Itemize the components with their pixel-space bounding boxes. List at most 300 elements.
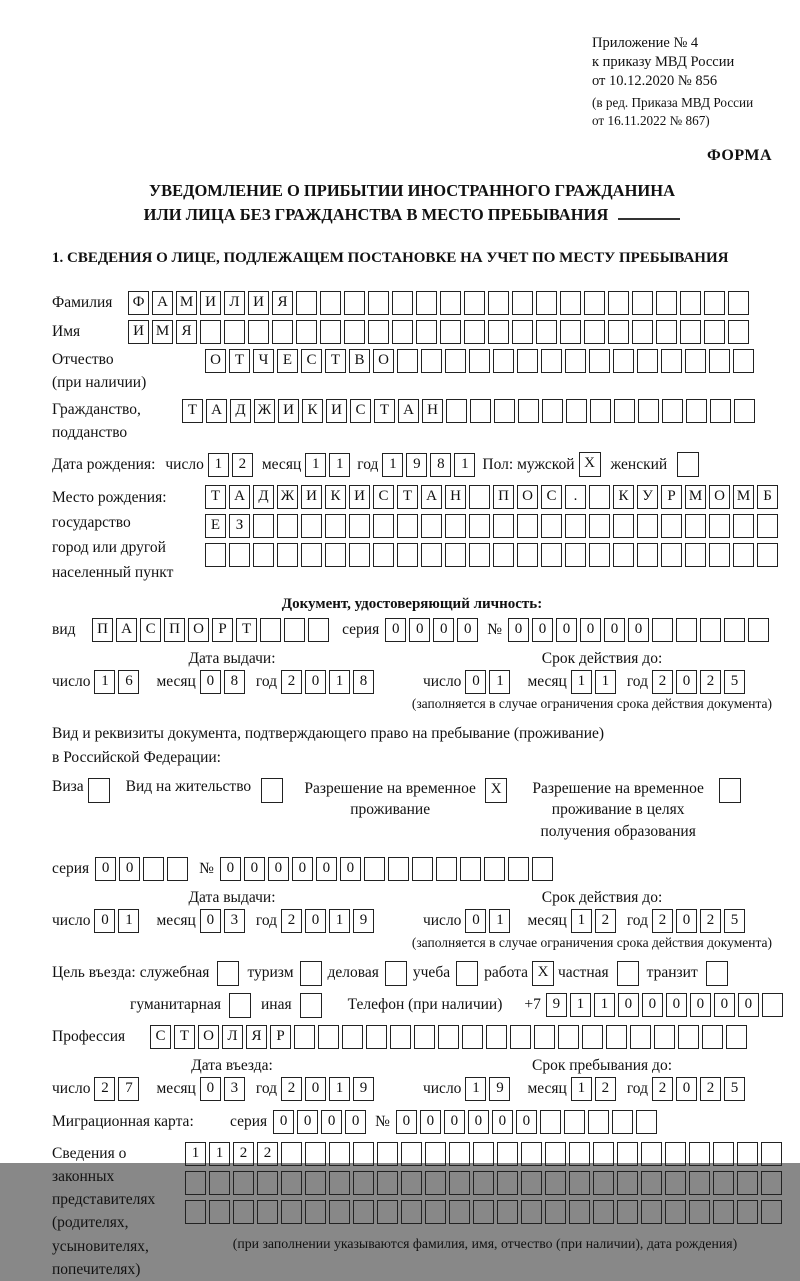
birthplace-cell[interactable]: [565, 543, 586, 567]
date-cell[interactable]: 8: [353, 670, 374, 694]
representative-cell[interactable]: [665, 1142, 686, 1166]
date-cell[interactable]: 1: [571, 1077, 592, 1101]
doc-number-cell[interactable]: [700, 618, 721, 642]
birthplace-cell[interactable]: [685, 543, 706, 567]
birthplace-cell[interactable]: [253, 514, 274, 538]
birthplace-cell[interactable]: С: [373, 485, 394, 509]
migration-series-cell[interactable]: 0: [297, 1110, 318, 1134]
birthplace-cell[interactable]: У: [637, 485, 658, 509]
representative-cell[interactable]: [641, 1171, 662, 1195]
representative-cell[interactable]: [377, 1142, 398, 1166]
migration-number-cell[interactable]: 0: [468, 1110, 489, 1134]
patronymic-cell[interactable]: Т: [325, 349, 346, 373]
profession-cell[interactable]: [414, 1025, 435, 1049]
birthplace-cell[interactable]: О: [709, 485, 730, 509]
date-cell[interactable]: 9: [353, 1077, 374, 1101]
name-cell[interactable]: [536, 320, 557, 344]
citizenship-cell[interactable]: [494, 399, 515, 423]
birthplace-cell[interactable]: [517, 543, 538, 567]
date-cell[interactable]: 9: [489, 1077, 510, 1101]
birthplace-cell[interactable]: [397, 543, 418, 567]
profession-cell[interactable]: О: [198, 1025, 219, 1049]
birthplace-cell[interactable]: [589, 514, 610, 538]
date-cell[interactable]: 1: [595, 670, 616, 694]
patronymic-cell[interactable]: [565, 349, 586, 373]
representative-cell[interactable]: [425, 1142, 446, 1166]
patronymic-cell[interactable]: [589, 349, 610, 373]
name-cell[interactable]: [392, 320, 413, 344]
temp-residence-checkbox-cell[interactable]: X: [485, 778, 507, 803]
migration-number-cell[interactable]: [636, 1110, 657, 1134]
patronymic-cell[interactable]: [541, 349, 562, 373]
migration-series-cell[interactable]: 0: [273, 1110, 294, 1134]
birthplace-cell[interactable]: .: [565, 485, 586, 509]
residence-number-cell[interactable]: [460, 857, 481, 881]
surname-cell[interactable]: Я: [272, 291, 293, 315]
date-cell[interactable]: 2: [652, 1077, 673, 1101]
doc-type-cell[interactable]: О: [188, 618, 209, 642]
purpose-checkbox-cell[interactable]: [217, 961, 239, 986]
representative-cell[interactable]: 1: [209, 1142, 230, 1166]
doc-number-cell[interactable]: 0: [628, 618, 649, 642]
representative-cell[interactable]: [425, 1200, 446, 1224]
representative-cell[interactable]: [233, 1171, 254, 1195]
representative-cell[interactable]: [545, 1200, 566, 1224]
migration-number-cell[interactable]: 0: [492, 1110, 513, 1134]
birthplace-cell[interactable]: Т: [205, 485, 226, 509]
date-cell[interactable]: 1: [118, 909, 139, 933]
migration-number-cell[interactable]: [612, 1110, 633, 1134]
surname-cell[interactable]: М: [176, 291, 197, 315]
phone-digit-cell[interactable]: 1: [570, 993, 591, 1017]
doc-series-cell[interactable]: 0: [409, 618, 430, 642]
date-cell[interactable]: 1: [489, 909, 510, 933]
representative-cell[interactable]: [569, 1142, 590, 1166]
birthplace-cell[interactable]: [277, 543, 298, 567]
representative-cell[interactable]: [593, 1142, 614, 1166]
phone-digit-cell[interactable]: [762, 993, 783, 1017]
surname-cell[interactable]: [512, 291, 533, 315]
residence-permit-checkbox-cell[interactable]: [261, 778, 283, 803]
birthplace-cell[interactable]: [757, 514, 778, 538]
patronymic-cell[interactable]: [397, 349, 418, 373]
representative-cell[interactable]: [497, 1142, 518, 1166]
citizenship-cell[interactable]: [686, 399, 707, 423]
date-cell[interactable]: 5: [724, 909, 745, 933]
birthplace-cell[interactable]: [445, 543, 466, 567]
date-cell[interactable]: 2: [700, 909, 721, 933]
birthplace-cell[interactable]: [613, 514, 634, 538]
date-cell[interactable]: 2: [652, 909, 673, 933]
surname-cell[interactable]: [392, 291, 413, 315]
date-cell[interactable]: 0: [94, 909, 115, 933]
date-cell[interactable]: 0: [676, 1077, 697, 1101]
birth-day-cell[interactable]: 1: [208, 453, 229, 477]
patronymic-cell[interactable]: Е: [277, 349, 298, 373]
birth-year-cell[interactable]: 9: [406, 453, 427, 477]
date-cell[interactable]: 0: [305, 1077, 326, 1101]
birthplace-cell[interactable]: Ж: [277, 485, 298, 509]
birthplace-cell[interactable]: [421, 543, 442, 567]
patronymic-cell[interactable]: [445, 349, 466, 373]
birthplace-cell[interactable]: Т: [397, 485, 418, 509]
name-cell[interactable]: [440, 320, 461, 344]
date-cell[interactable]: 9: [353, 909, 374, 933]
representative-cell[interactable]: [569, 1200, 590, 1224]
date-cell[interactable]: 0: [305, 909, 326, 933]
birthplace-cell[interactable]: [685, 514, 706, 538]
date-cell[interactable]: 2: [595, 1077, 616, 1101]
representative-cell[interactable]: [761, 1171, 782, 1195]
patronymic-cell[interactable]: С: [301, 349, 322, 373]
migration-number-cell[interactable]: 0: [420, 1110, 441, 1134]
date-cell[interactable]: 5: [724, 1077, 745, 1101]
birthplace-cell[interactable]: М: [685, 485, 706, 509]
migration-number-cell[interactable]: [588, 1110, 609, 1134]
birthplace-cell[interactable]: [589, 485, 610, 509]
patronymic-cell[interactable]: О: [205, 349, 226, 373]
birthplace-cell[interactable]: [637, 514, 658, 538]
migration-number-cell[interactable]: 0: [396, 1110, 417, 1134]
birthplace-cell[interactable]: М: [733, 485, 754, 509]
name-cell[interactable]: [464, 320, 485, 344]
birthplace-cell[interactable]: [613, 543, 634, 567]
birthplace-cell[interactable]: И: [349, 485, 370, 509]
citizenship-cell[interactable]: [710, 399, 731, 423]
representative-cell[interactable]: [329, 1171, 350, 1195]
name-cell[interactable]: [728, 320, 749, 344]
doc-series-cell[interactable]: 0: [433, 618, 454, 642]
doc-number-cell[interactable]: 0: [556, 618, 577, 642]
representative-cell[interactable]: [497, 1171, 518, 1195]
patronymic-cell[interactable]: [661, 349, 682, 373]
surname-cell[interactable]: [368, 291, 389, 315]
representative-cell[interactable]: [761, 1142, 782, 1166]
profession-cell[interactable]: [510, 1025, 531, 1049]
citizenship-cell[interactable]: С: [350, 399, 371, 423]
phone-digit-cell[interactable]: 0: [618, 993, 639, 1017]
profession-cell[interactable]: Р: [270, 1025, 291, 1049]
profession-cell[interactable]: [366, 1025, 387, 1049]
birthplace-cell[interactable]: К: [325, 485, 346, 509]
profession-cell[interactable]: [486, 1025, 507, 1049]
date-cell[interactable]: 5: [724, 670, 745, 694]
representative-cell[interactable]: [665, 1171, 686, 1195]
representative-cell[interactable]: [209, 1171, 230, 1195]
date-cell[interactable]: 0: [200, 670, 221, 694]
name-cell[interactable]: И: [128, 320, 149, 344]
representative-cell[interactable]: [257, 1171, 278, 1195]
representative-cell[interactable]: [689, 1142, 710, 1166]
date-cell[interactable]: 7: [118, 1077, 139, 1101]
representative-cell[interactable]: [521, 1142, 542, 1166]
representative-cell[interactable]: [593, 1200, 614, 1224]
name-cell[interactable]: [320, 320, 341, 344]
representative-cell[interactable]: [689, 1200, 710, 1224]
patronymic-cell[interactable]: [493, 349, 514, 373]
representative-cell[interactable]: [401, 1200, 422, 1224]
profession-cell[interactable]: [582, 1025, 603, 1049]
representative-cell[interactable]: [473, 1200, 494, 1224]
representative-cell[interactable]: [737, 1142, 758, 1166]
date-cell[interactable]: 2: [700, 670, 721, 694]
birthplace-cell[interactable]: С: [541, 485, 562, 509]
profession-cell[interactable]: [558, 1025, 579, 1049]
doc-type-cell[interactable]: С: [140, 618, 161, 642]
doc-type-cell[interactable]: Р: [212, 618, 233, 642]
citizenship-cell[interactable]: Д: [230, 399, 251, 423]
representative-cell[interactable]: [305, 1200, 326, 1224]
name-cell[interactable]: [248, 320, 269, 344]
migration-series-cell[interactable]: 0: [321, 1110, 342, 1134]
birthplace-cell[interactable]: [757, 543, 778, 567]
representative-cell[interactable]: [593, 1171, 614, 1195]
birthplace-cell[interactable]: [565, 514, 586, 538]
date-cell[interactable]: 1: [329, 670, 350, 694]
residence-number-cell[interactable]: [508, 857, 529, 881]
purpose-checkbox-cell[interactable]: [456, 961, 478, 986]
residence-series-cell[interactable]: 0: [119, 857, 140, 881]
date-cell[interactable]: 2: [700, 1077, 721, 1101]
representative-cell[interactable]: [401, 1142, 422, 1166]
name-cell[interactable]: [272, 320, 293, 344]
date-cell[interactable]: 2: [281, 670, 302, 694]
citizenship-cell[interactable]: И: [278, 399, 299, 423]
citizenship-cell[interactable]: [542, 399, 563, 423]
residence-number-cell[interactable]: 0: [316, 857, 337, 881]
birthplace-cell[interactable]: [637, 543, 658, 567]
birth-month-cell[interactable]: 1: [329, 453, 350, 477]
birthplace-cell[interactable]: [349, 543, 370, 567]
representative-cell[interactable]: [281, 1200, 302, 1224]
representative-cell[interactable]: [449, 1171, 470, 1195]
representative-cell[interactable]: [521, 1200, 542, 1224]
surname-cell[interactable]: [584, 291, 605, 315]
profession-cell[interactable]: [678, 1025, 699, 1049]
birthplace-cell[interactable]: [733, 514, 754, 538]
surname-cell[interactable]: А: [152, 291, 173, 315]
birthplace-cell[interactable]: [373, 514, 394, 538]
citizenship-cell[interactable]: [470, 399, 491, 423]
profession-cell[interactable]: [462, 1025, 483, 1049]
patronymic-cell[interactable]: [637, 349, 658, 373]
representative-cell[interactable]: [329, 1200, 350, 1224]
phone-digit-cell[interactable]: 1: [594, 993, 615, 1017]
doc-type-cell[interactable]: [284, 618, 305, 642]
representative-cell[interactable]: [281, 1171, 302, 1195]
surname-cell[interactable]: [656, 291, 677, 315]
surname-cell[interactable]: [704, 291, 725, 315]
birthplace-cell[interactable]: [541, 514, 562, 538]
birthplace-cell[interactable]: [421, 514, 442, 538]
birthplace-cell[interactable]: [469, 485, 490, 509]
date-cell[interactable]: 1: [571, 909, 592, 933]
date-cell[interactable]: 2: [652, 670, 673, 694]
residence-series-cell[interactable]: [143, 857, 164, 881]
phone-digit-cell[interactable]: 0: [738, 993, 759, 1017]
citizenship-cell[interactable]: [662, 399, 683, 423]
birthplace-cell[interactable]: К: [613, 485, 634, 509]
birthplace-cell[interactable]: З: [229, 514, 250, 538]
representative-cell[interactable]: [569, 1171, 590, 1195]
birthplace-cell[interactable]: Н: [445, 485, 466, 509]
citizenship-cell[interactable]: [638, 399, 659, 423]
representative-cell[interactable]: [617, 1142, 638, 1166]
representative-cell[interactable]: [641, 1200, 662, 1224]
birthplace-cell[interactable]: [445, 514, 466, 538]
surname-cell[interactable]: [416, 291, 437, 315]
name-cell[interactable]: [296, 320, 317, 344]
profession-cell[interactable]: [654, 1025, 675, 1049]
citizenship-cell[interactable]: Т: [182, 399, 203, 423]
name-cell[interactable]: [584, 320, 605, 344]
phone-digit-cell[interactable]: 0: [666, 993, 687, 1017]
citizenship-cell[interactable]: К: [302, 399, 323, 423]
date-cell[interactable]: 1: [465, 1077, 486, 1101]
name-cell[interactable]: [344, 320, 365, 344]
profession-cell[interactable]: [390, 1025, 411, 1049]
citizenship-cell[interactable]: А: [398, 399, 419, 423]
representative-cell[interactable]: [425, 1171, 446, 1195]
representative-cell[interactable]: [473, 1171, 494, 1195]
birthplace-cell[interactable]: И: [301, 485, 322, 509]
representative-cell[interactable]: [353, 1171, 374, 1195]
citizenship-cell[interactable]: И: [326, 399, 347, 423]
representative-cell[interactable]: [185, 1171, 206, 1195]
date-cell[interactable]: 0: [676, 670, 697, 694]
date-cell[interactable]: 2: [94, 1077, 115, 1101]
surname-cell[interactable]: [728, 291, 749, 315]
representative-cell[interactable]: [401, 1171, 422, 1195]
patronymic-cell[interactable]: Ч: [253, 349, 274, 373]
representative-cell[interactable]: [545, 1171, 566, 1195]
temp-residence-edu-checkbox-cell[interactable]: [719, 778, 741, 803]
date-cell[interactable]: 2: [595, 909, 616, 933]
surname-cell[interactable]: И: [248, 291, 269, 315]
name-cell[interactable]: [416, 320, 437, 344]
birthplace-cell[interactable]: П: [493, 485, 514, 509]
birthplace-cell[interactable]: [493, 514, 514, 538]
birth-year-cell[interactable]: 8: [430, 453, 451, 477]
representative-cell[interactable]: [689, 1171, 710, 1195]
birthplace-cell[interactable]: [517, 514, 538, 538]
citizenship-cell[interactable]: [446, 399, 467, 423]
doc-series-cell[interactable]: 0: [385, 618, 406, 642]
residence-number-cell[interactable]: 0: [268, 857, 289, 881]
doc-number-cell[interactable]: [748, 618, 769, 642]
migration-number-cell[interactable]: 0: [516, 1110, 537, 1134]
birthplace-cell[interactable]: [709, 543, 730, 567]
profession-cell[interactable]: [318, 1025, 339, 1049]
patronymic-cell[interactable]: [685, 349, 706, 373]
representative-cell[interactable]: [737, 1200, 758, 1224]
birthplace-cell[interactable]: [325, 514, 346, 538]
birthplace-cell[interactable]: [277, 514, 298, 538]
representative-cell[interactable]: [449, 1142, 470, 1166]
birthplace-cell[interactable]: [301, 514, 322, 538]
representative-cell[interactable]: [713, 1200, 734, 1224]
representative-cell[interactable]: [377, 1200, 398, 1224]
profession-cell[interactable]: [606, 1025, 627, 1049]
migration-number-cell[interactable]: [564, 1110, 585, 1134]
date-cell[interactable]: 0: [676, 909, 697, 933]
birthplace-cell[interactable]: [373, 543, 394, 567]
phone-digit-cell[interactable]: 0: [714, 993, 735, 1017]
profession-cell[interactable]: Л: [222, 1025, 243, 1049]
citizenship-cell[interactable]: [590, 399, 611, 423]
migration-series-cell[interactable]: 0: [345, 1110, 366, 1134]
residence-number-cell[interactable]: 0: [340, 857, 361, 881]
date-cell[interactable]: 0: [465, 909, 486, 933]
birthplace-cell[interactable]: [709, 514, 730, 538]
representative-cell[interactable]: [665, 1200, 686, 1224]
date-cell[interactable]: 0: [200, 1077, 221, 1101]
surname-cell[interactable]: Л: [224, 291, 245, 315]
birthplace-cell[interactable]: [229, 543, 250, 567]
surname-cell[interactable]: [632, 291, 653, 315]
representative-cell[interactable]: [713, 1171, 734, 1195]
date-cell[interactable]: 1: [489, 670, 510, 694]
doc-type-cell[interactable]: [260, 618, 281, 642]
birthplace-cell[interactable]: [397, 514, 418, 538]
doc-number-cell[interactable]: 0: [580, 618, 601, 642]
patronymic-cell[interactable]: [613, 349, 634, 373]
surname-cell[interactable]: [320, 291, 341, 315]
representative-cell[interactable]: 2: [233, 1142, 254, 1166]
doc-type-cell[interactable]: А: [116, 618, 137, 642]
birthplace-cell[interactable]: [733, 543, 754, 567]
residence-number-cell[interactable]: [388, 857, 409, 881]
birthplace-cell[interactable]: [349, 514, 370, 538]
doc-type-cell[interactable]: Т: [236, 618, 257, 642]
birth-month-cell[interactable]: 1: [305, 453, 326, 477]
birthplace-cell[interactable]: Б: [757, 485, 778, 509]
birthplace-cell[interactable]: [205, 543, 226, 567]
profession-cell[interactable]: [726, 1025, 747, 1049]
phone-digit-cell[interactable]: 9: [546, 993, 567, 1017]
name-cell[interactable]: [608, 320, 629, 344]
migration-number-cell[interactable]: [540, 1110, 561, 1134]
doc-type-cell[interactable]: [308, 618, 329, 642]
surname-cell[interactable]: [608, 291, 629, 315]
surname-cell[interactable]: [344, 291, 365, 315]
profession-cell[interactable]: [438, 1025, 459, 1049]
profession-cell[interactable]: С: [150, 1025, 171, 1049]
surname-cell[interactable]: [464, 291, 485, 315]
doc-number-cell[interactable]: [652, 618, 673, 642]
surname-cell[interactable]: [440, 291, 461, 315]
patronymic-cell[interactable]: О: [373, 349, 394, 373]
representative-cell[interactable]: [497, 1200, 518, 1224]
birth-year-cell[interactable]: 1: [382, 453, 403, 477]
patronymic-cell[interactable]: [733, 349, 754, 373]
residence-series-cell[interactable]: [167, 857, 188, 881]
residence-series-cell[interactable]: 0: [95, 857, 116, 881]
representative-cell[interactable]: 2: [257, 1142, 278, 1166]
date-cell[interactable]: 1: [329, 909, 350, 933]
birthplace-cell[interactable]: [469, 514, 490, 538]
residence-number-cell[interactable]: [436, 857, 457, 881]
doc-series-cell[interactable]: 0: [457, 618, 478, 642]
profession-cell[interactable]: [702, 1025, 723, 1049]
citizenship-cell[interactable]: Т: [374, 399, 395, 423]
name-cell[interactable]: [704, 320, 725, 344]
representative-cell[interactable]: [521, 1171, 542, 1195]
phone-digit-cell[interactable]: 0: [690, 993, 711, 1017]
patronymic-cell[interactable]: [517, 349, 538, 373]
representative-cell[interactable]: [617, 1171, 638, 1195]
patronymic-cell[interactable]: [469, 349, 490, 373]
